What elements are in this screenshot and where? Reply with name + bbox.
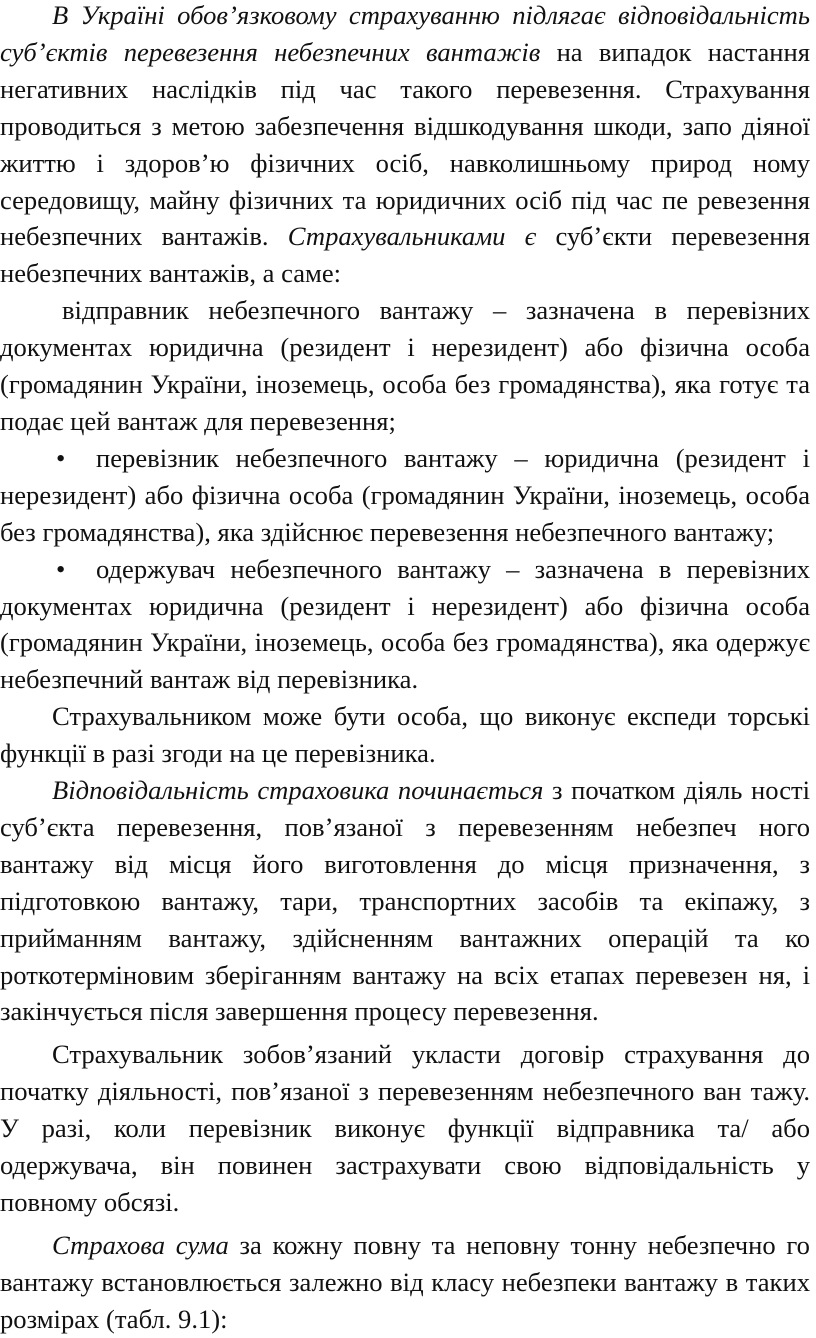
italic-lead-mandatory-insurance: В Україні обов’язковому страхуванню підлягає відповідальність суб’єктів перевезення небезпечних вантажів: [0, 0, 810, 67]
italic-lead-insured-sum: Страхова сума: [52, 1229, 229, 1260]
italic-policyholders: Страхувальниками є: [287, 221, 537, 252]
italic-lead-insurer-liability: Відповідальність страховика починається: [52, 775, 544, 806]
text-insurance-purpose: на випадок настання негативних наслідків під час такого перевезення. Страхування проводиться з метою забезпечення відшкодування шкоди, запо діяної життю і здоров’ю фізичних осіб, навколишньому природ ному середовищу, майну фізичних та юридичних осіб під час пе ревезення небезпечних вантажів.: [0, 36, 810, 252]
text-carrier: перевізник небезпечного вантажу – юридична (резидент і нерезидент) або фізична особа (громадянин України, іноземець, особа без громадянства), яка здійснює перевезення небезпечного вантажу;: [0, 442, 810, 547]
paragraph-contract-obligation: [0, 1036, 810, 1221]
bullet-icon: •: [56, 442, 66, 473]
text-insurer-liability: з початком діяль ності суб’єкта перевезення, пов’язаної з перевезенням небезпеч ного вантажу від місця його виготовлення до місця призначення, з підготовкою вантажу, тари, транспортних засобів та екіпажу, з прийманням вантажу, здійсненням вантажних операцій та ко роткотерміновим зберіганням вантажу на всіх етапах перевезен ня, і закінчується після завершення процесу перевезення.: [0, 775, 811, 1027]
text-contract-obligation: Страхувальник зобов’язаний укласти договір страхування до початку діяльності, пов’язаної з перевезенням небезпечного ван тажу. У разі, коли перевізник виконує функції відправника та/ або одержувача, він повинен застрахувати свою відповідальність у повному обсязі.: [0, 1039, 810, 1217]
text-sender: відправник небезпечного вантажу – зазначена в перевізних документах юридична (резидент і нерезидент) або фізична особа (громадянин України, іноземець, особа без громадянства), яка готує та подає цей вантаж для перевезення;: [0, 295, 810, 436]
text-insured-sum: за кожну повну та неповну тонну небезпечно го вантажу встановлюється залежно від класу небезпеки вантажу в таких розмірах (табл. 9.1):: [0, 1229, 810, 1334]
paragraph-forwarder: [0, 698, 810, 772]
bullet-icon: •: [56, 553, 66, 584]
text-recipient: одержувач небезпечного вантажу – зазначена в перевізних документах юридична (резидент і нерезидент) або фізична особа (громадянин України, іноземець, особа без громадянства), яка одержує небезпечний вантаж від перевізника.: [0, 553, 810, 695]
paragraph-sender: [0, 292, 810, 440]
paragraph-mandatory-insurance: [0, 0, 810, 292]
paragraph-insurer-liability: [0, 772, 810, 1030]
text-policyholders-list-intro: суб’єкти перевезення небезпечних вантажів, а саме:: [0, 221, 810, 289]
text-forwarder: Страхувальником може бути особа, що виконує експеди торські функції в разі згоди на це перевізника.: [0, 701, 810, 769]
list-item-carrier: [0, 440, 810, 551]
paragraph-insured-sum: [0, 1227, 810, 1338]
list-item-recipient: [0, 551, 810, 699]
